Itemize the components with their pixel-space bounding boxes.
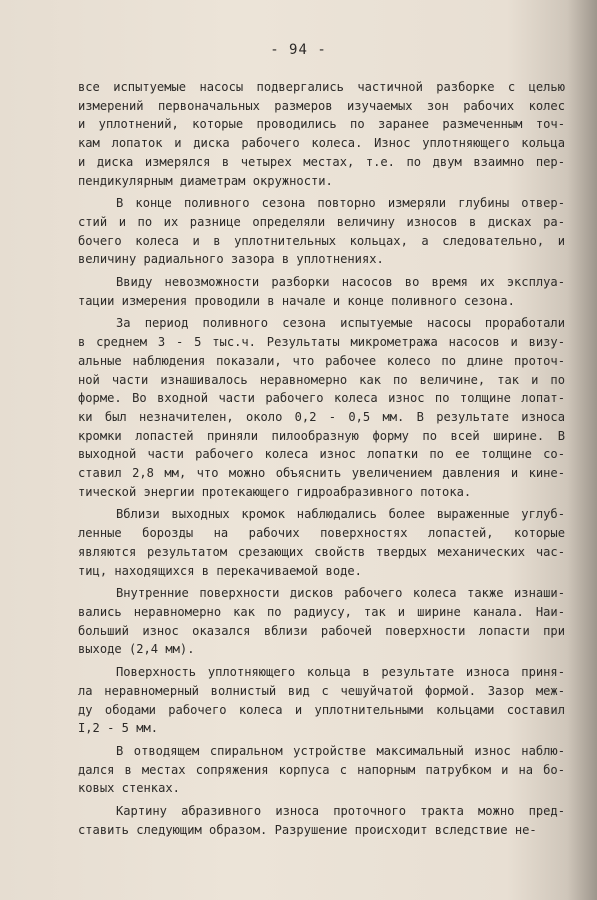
paragraph (78, 663, 565, 738)
paragraph (78, 194, 565, 269)
text-line: измерений первоначальных размеров изучаемых зон рабочих колес (78, 98, 565, 113)
paragraph (78, 802, 565, 839)
text-line: выходной части рабочего колеса износ лопатки по ее толщине со- (78, 447, 565, 462)
text-line: Внутренние поверхности дисков рабочего колеса также изнаши- (116, 586, 565, 601)
text-line: являются результатом срезающих свойств твердых механических час- (78, 544, 565, 559)
text-line: ду ободами рабочего колеса и уплотнительными кольцами составил (78, 702, 565, 717)
text-line: ла неравномерный волнистый вид с чешуйчатой формой. Зазор меж- (78, 683, 565, 698)
text-line: Картину абразивного износа проточного тракта можно пред- (116, 804, 565, 819)
text-line: в среднем 3 - 5 тыс.ч. Результаты микрометража насосов и визу- (78, 335, 565, 350)
text-line: ки был незначителен, около 0,2 - 0,5 мм. В результате износа (78, 409, 565, 424)
text-line: тиц, находящихся в перекачиваемой воде. (78, 563, 362, 578)
text-line: вались неравномерно как по радиусу, так и ширине канала. Наи- (78, 604, 565, 619)
text-line: пендикулярным диаметрам окружности. (78, 173, 333, 188)
text-line: ной части изнашивалось неравномерно как по величине, так и по (78, 372, 565, 387)
text-line: В отводящем спиральном устройстве максимальный износ наблю- (116, 743, 565, 758)
text-line: дался в местах сопряжения корпуса с напорным патрубком и на бо- (78, 762, 565, 777)
text-line: и уплотнений, которые проводились по заранее размеченным точ- (78, 117, 565, 132)
paragraph (78, 505, 565, 580)
text-line: больший износ оказался вблизи рабочей поверхности лопасти при (78, 623, 565, 638)
text-line: величину радиального зазора в уплотнениях. (78, 252, 384, 267)
paragraph (78, 584, 565, 659)
paragraph (78, 742, 565, 798)
text-line: I,2 - 5 мм. (78, 721, 159, 736)
text-line: За период поливного сезона испытуемые насосы проработали (116, 316, 565, 331)
text-line: тации измерения проводили в начале и конце поливного сезона. (78, 293, 515, 308)
text-line: все испытуемые насосы подвергались частичной разборке с целью (78, 80, 565, 94)
text-line: выходе (2,4 мм). (78, 642, 195, 657)
text-line: и диска измерялся в четырех местах, т.е. по двум взаимно пер- (78, 154, 565, 169)
text-line: Ввиду невозможности разборки насосов во время их эксплуа- (116, 275, 565, 290)
text-line: В конце поливного сезона повторно измеряли глубины отвер- (116, 196, 565, 211)
text-line: альные наблюдения показали, что рабочее колесо по длине проточ- (78, 353, 565, 368)
text-line: форме. Во входной части рабочего колеса износ по толщине лопат- (78, 391, 565, 406)
text-line: кам лопаток и диска рабочего колеса. Износ уплотняющего кольца (78, 136, 565, 151)
text-line: ставил 2,8 мм, что можно объяснить увеличением давления и кине- (78, 466, 565, 481)
text-line: тической энергии протекающего гидроабразивного потока. (78, 484, 472, 499)
text-line: стий и по их разнице определяли величину износов в дисках ра- (78, 214, 565, 229)
text-line: Поверхность уплотняющего кольца в результате износа приня- (116, 665, 565, 680)
page-number: - 94 - (270, 42, 327, 58)
text-line: бочего колеса и в уплотнительных кольцах, а следовательно, и (78, 233, 565, 248)
body-text (78, 78, 565, 839)
text-line: кромки лопастей приняли пилообразную форму по всей ширине. В (78, 428, 565, 443)
text-line: ставить следующим образом. Разрушение происходит вследствие не- (78, 822, 537, 837)
paragraph (78, 273, 565, 310)
text-line: Вблизи выходных кромок наблюдались более выраженные углуб- (116, 507, 565, 522)
paragraph (78, 314, 565, 501)
text-line: ленные борозды на рабочих поверхностях лопастей, которые (78, 526, 565, 541)
paragraph (78, 78, 565, 190)
text-line: ковых стенках. (78, 781, 180, 796)
